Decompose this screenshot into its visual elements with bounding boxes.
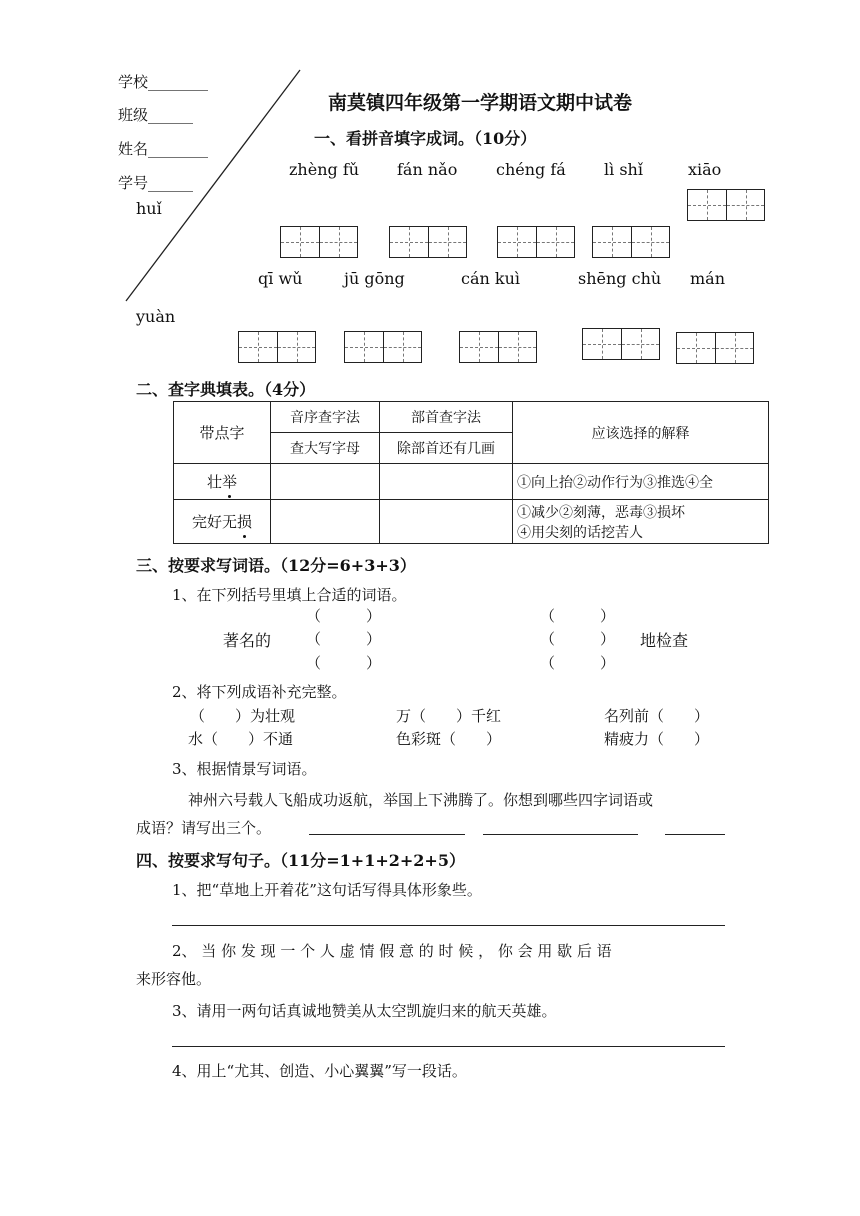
famous-label: 著名的 bbox=[223, 631, 272, 650]
s3-q1: 1、在下列括号里填上合适的词语。 bbox=[172, 586, 407, 604]
row2-word: 完好无损 bbox=[174, 500, 271, 544]
paren-right-1[interactable]: （ ） bbox=[540, 607, 616, 625]
answer-box-zhengfu[interactable] bbox=[280, 226, 358, 258]
answer-box-shengchu[interactable] bbox=[582, 328, 660, 360]
answer-box-cankui[interactable] bbox=[459, 331, 537, 363]
row2-radical-answer[interactable] bbox=[380, 500, 513, 544]
paren-left-3[interactable]: （ ） bbox=[306, 654, 382, 672]
s4-q3: 3、请用一两句话真诚地赞美从太空凯旋归来的航天英雄。 bbox=[172, 1002, 557, 1020]
s4-q4: 4、用上“尤其、创造、小心翼翼”写一段话。 bbox=[172, 1062, 467, 1080]
subheader-pinyin: 查大写字母 bbox=[271, 433, 380, 464]
idiom-3[interactable]: 名列前（ ） bbox=[604, 707, 710, 725]
pinyin-lishi: lì shǐ bbox=[604, 160, 643, 179]
row1-pinyin-answer[interactable] bbox=[271, 464, 380, 500]
pinyin-chengfa: chéng fá bbox=[496, 160, 566, 179]
answer-line-2[interactable] bbox=[483, 834, 638, 835]
s3-q3: 3、根据情景写词语。 bbox=[172, 760, 317, 778]
answer-line-3[interactable] bbox=[665, 834, 725, 835]
row2-explain: ①减少②刻薄，恶毒③损坏 ④用尖刻的话挖苦人 bbox=[513, 500, 769, 544]
idiom-5[interactable]: 色彩斑（ ） bbox=[396, 730, 502, 748]
answer-box-chengfa[interactable] bbox=[497, 226, 575, 258]
row1-explain: ①向上抬②动作行为③推选④全 bbox=[513, 464, 769, 500]
subheader-radical: 除部首还有几画 bbox=[380, 433, 513, 464]
answer-line-s4-q1[interactable] bbox=[172, 925, 725, 926]
row2-pinyin-answer[interactable] bbox=[271, 500, 380, 544]
pinyin-fannao: fán nǎo bbox=[397, 160, 458, 179]
header-explain: 应该选择的解释 bbox=[513, 402, 769, 464]
answer-box-lishi[interactable] bbox=[592, 226, 670, 258]
answer-box-manyuan[interactable] bbox=[676, 332, 754, 364]
class-field: 班级______ bbox=[118, 106, 194, 124]
section2-heading: 二、查字典填表。（4分） bbox=[136, 380, 316, 399]
row1-word: 壮举 bbox=[174, 464, 271, 500]
header-radical-method: 部首查字法 bbox=[380, 402, 513, 433]
pinyin-jugong: jū gōng bbox=[344, 269, 405, 288]
row1-radical-answer[interactable] bbox=[380, 464, 513, 500]
idiom-6[interactable]: 精疲力（ ） bbox=[604, 730, 710, 748]
paren-right-3[interactable]: （ ） bbox=[540, 654, 616, 672]
dotted-char: 举 bbox=[222, 473, 238, 491]
pinyin-xiao: xiāo bbox=[688, 160, 722, 179]
section1-heading: 一、看拼音填字成词。（10分） bbox=[314, 129, 537, 148]
idiom-2[interactable]: 万（ ）千红 bbox=[396, 707, 502, 725]
header-pinyin-method: 音序查字法 bbox=[271, 402, 380, 433]
pinyin-shengchu: shēng chù bbox=[578, 269, 662, 288]
name-field: 姓名________ bbox=[118, 140, 209, 158]
paren-left-2[interactable]: （ ） bbox=[306, 630, 382, 648]
answer-box-qiwu[interactable] bbox=[238, 331, 316, 363]
pinyin-qiwu: qī wǔ bbox=[258, 269, 303, 288]
pinyin-man: mán bbox=[690, 269, 726, 288]
answer-box-xiaohui[interactable] bbox=[687, 189, 765, 221]
section4-heading: 四、按要求写句子。（11分=1+1+2+2+5） bbox=[136, 851, 465, 870]
answer-box-jugong[interactable] bbox=[344, 331, 422, 363]
school-field: 学校________ bbox=[118, 73, 209, 91]
s4-q1: 1、把“草地上开着花”这句话写得具体形象些。 bbox=[172, 881, 482, 899]
s3-q2: 2、将下列成语补充完整。 bbox=[172, 683, 347, 701]
pinyin-yuan: yuàn bbox=[136, 307, 176, 326]
paren-right-2[interactable]: （ ） bbox=[540, 630, 616, 648]
idiom-4[interactable]: 水（ ）不通 bbox=[188, 730, 294, 748]
dictionary-table bbox=[173, 401, 769, 544]
number-field: 学号______ bbox=[118, 174, 194, 192]
check-label: 地检查 bbox=[640, 631, 689, 650]
s3-q3-text2: 成语？请写出三个。 bbox=[136, 819, 272, 837]
dotted-char: 损 bbox=[237, 513, 253, 531]
answer-line-1[interactable] bbox=[309, 834, 465, 835]
header-char: 带点字 bbox=[174, 402, 271, 464]
section3-heading: 三、按要求写词语。（12分=6+3+3） bbox=[136, 556, 416, 575]
answer-box-fannao[interactable] bbox=[389, 226, 467, 258]
idiom-1[interactable]: （ ）为壮观 bbox=[190, 707, 296, 725]
pinyin-hui: huǐ bbox=[136, 199, 162, 218]
page-title: 南莫镇四年级第一学期语文期中试卷 bbox=[328, 92, 633, 114]
pinyin-cankui: cán kuì bbox=[461, 269, 521, 288]
answer-line-s4-q3[interactable] bbox=[172, 1046, 725, 1047]
paren-left-1[interactable]: （ ） bbox=[306, 607, 382, 625]
s4-q2-line1: 2、 当 你 发 现 一 个 人 虚 情 假 意 的 时 候 ， 你 会 用 歇 后 语 bbox=[172, 942, 612, 960]
s3-q3-text1: 神州六号载人飞船成功返航，举国上下沸腾了。你想到哪些四字词语或 bbox=[188, 791, 654, 809]
pinyin-zhengfu: zhèng fǔ bbox=[289, 160, 360, 179]
s4-q2-line2: 来形容他。 bbox=[136, 970, 212, 988]
